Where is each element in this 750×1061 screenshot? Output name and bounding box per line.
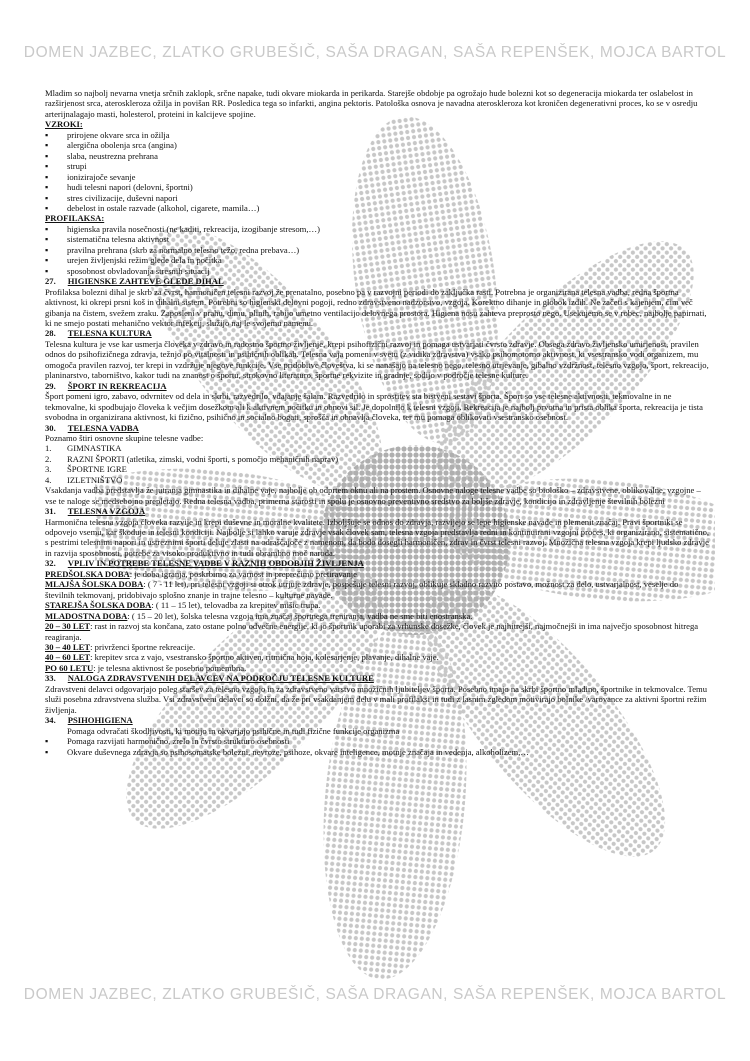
- period-line: [45, 579, 710, 600]
- list-item: ▪ pravilna prehrana (skrb za normalno telesno težo, redna prebava…): [45, 245, 710, 255]
- document-body: [45, 88, 710, 757]
- item-text: RAZNI ŠPORTI (atletika, zimski, vodni športi, s pomočjo mehaničnih naprav): [67, 453, 339, 464]
- section-number: 29.: [45, 380, 56, 391]
- period-label: PREDŠOLSKA DOBA: [45, 568, 130, 579]
- period-text: : ( 7 - 11 let), pri telesni vzgoji si otrok utrjuje zdravje, pospešuje telesni razvoj, oblikuje skladno razvito postavo, možnost za delo, ustvarjalnost, veselje do številnih tekmovanj, pridobivajo splošno znanje in trajne telesno – kulturne navade.: [45, 579, 679, 600]
- list-item: ▪ hudi telesni napori (delovni, športni): [45, 182, 710, 192]
- vadba-groups-list: [45, 443, 710, 485]
- item-number: 3.: [45, 464, 52, 475]
- item-text: IZLETNIŠTVO: [67, 474, 123, 485]
- section-number: 31.: [45, 506, 56, 517]
- list-item: [45, 475, 710, 485]
- list-item: ▪ Okvare duševnega zdravja so psihosomatske bolezni, nevroze, psihoze, okvare inteligence, motnje značaja in vedenja, alkoholizem,…: [45, 747, 710, 757]
- section-number: 30.: [45, 422, 56, 433]
- period-line: [45, 642, 710, 652]
- section-34-lead: Pomaga odvračati škodljivosti, ki motijo in okvarjajo psihične in tudi fizične funkcije organizma: [67, 725, 400, 736]
- period-label: MLAJŠA ŠOLSKA DOBA: [45, 579, 144, 590]
- item-text: ŠPORTNE IGRE: [67, 464, 127, 475]
- list-item: ▪ urejen življenjski režim glede dela in počitka: [45, 255, 710, 265]
- period-line: [45, 663, 710, 673]
- item-text: GIMNASTIKA: [67, 443, 122, 454]
- section-27-text: Profilaksa bolezni dihal je skrb za čvrst, harmoničen telesni razvoj že prenatalno, posebno pa v razvojni periodi do zaključka rasti. Potrebna je organizirana telesna vadba, redna športna aktivnost, ki okrepi prsni koš in dihalni sistem. Potrebni so higienski delovni pogoji, redno zdravstveno nadzorstvo, vzgoja. Korektno dihanje in globok izdih. Ne začeti s kajenjem, čim več gibanja na čistem, svežem zraku. Zaposleni v prahu, dimu, plinih, rabijo umetno ventilacijo delovnega prostora. Higiena nosu zahteva preprosto nego. Usekujemo se v robec, najbolje papirnati, ki ne smejo postati mehanično vektor infekcij, služijo naj le svojemu namenu.: [45, 286, 707, 328]
- list-item: ▪ higienska pravila nosečnosti (ne kaditi, rekreacija, izogibanje stresom,…): [45, 224, 710, 234]
- section-30-text: Vsakdanja vadba predstavlja že jutranja gimnastika in dihalne vaje, najbolje ob odprtem oknu ali na prostem. Osnovne naloge telesne vadbe so biološko – zdravstvene, oblikovalne, vzgojne – vse te naloge se medsebojno prepletajo. Redna telesna vadba, primerna starosti in spolu je osnovno preventivno sredstvo za boljše zdravje, kondicijo in zdravljenje številnih bolezni: [45, 485, 701, 506]
- profilaksa-heading: PROFILAKSA:: [45, 213, 105, 224]
- section-heading: NALOGA ZDRAVSTVENIH DELAVCEV NA PODROČJU TELESNE KULTURE: [67, 673, 374, 684]
- period-text: : rast in razvoj sta končana, zato ostane polno odvečne energije, ki jo športnik uporabi za vrhunske dosežke, človek je najhitrejši, najmočnejši in ima največjo sposobnost hitrega reagiranja.: [45, 621, 699, 642]
- intro-paragraph: Mladim so najbolj nevarna vnetja srčnih zaklopk, srčne napake, tudi okvare miokarda in perikarda. Starejše obdobje pa ogrožajo hude bolezni kot so degeneracija miokarda ter oslabelost in razširjenost srca, ateroskleroza ožilja in povišan RR. Posledica tega so infarkti, angina pektoris. Patološka osnova je navadna ateroskleroza kot kroničen degenerativni proces, ko se v osredju arterijnalagajo masti, holesterol, proteini in kalcijeve spojine.: [45, 88, 698, 119]
- running-footer: DOMEN JAZBEC, ZLATKO GRUBEŠIČ, SAŠA DRAGAN, SAŠA REPENŠEK, MOJCA BARTOL: [23, 986, 727, 1003]
- item-number: 1.: [45, 443, 52, 454]
- section-30-lead: Poznamo štiri osnovne skupine telesne vadbe:: [45, 432, 204, 443]
- section-34-title: [45, 715, 710, 725]
- period-line: [45, 600, 710, 610]
- period-text: : ( 11 – 15 let), telovadba za krepitev mišic trupa.: [151, 600, 321, 611]
- period-text: : krepitev srca z vajo, vsestransko športno aktiven, ritmična hoja, kolesarjenje, plavanje, dihalne vaje.: [90, 652, 439, 663]
- list-item: ▪ ionizirajoče sevanje: [45, 172, 710, 182]
- section-28-title: [45, 328, 710, 338]
- section-33-text: Zdravstveni delavci odgovarjajo poleg staršev za telesno vzgojo in za zdravstveno varstvo množičnih ljubiteljev športa. Posebno imajo na skrbi športno mladino, športnike in tekmovalce. Temu služi posebna zdravstvena služba. Vsi zdravstveni delavci so dolžni, da že pri vsakdanjem delu v mali profilaksi in tudi z lasnim zgledom motivirajo bolnike /varovance za aktivni športni režim življenja.: [45, 683, 707, 715]
- section-number: 28.: [45, 328, 56, 339]
- section-27-title: [45, 276, 710, 286]
- period-text: : je doba igranja, poskrbimo za varnost in preprečimo pretiravanje: [129, 568, 357, 579]
- list-item: ▪ prirojene okvare srca in ožilja: [45, 130, 710, 140]
- period-text: : je telesna aktivnost še posebno pomembna.: [93, 662, 247, 673]
- section-31-text: Harmonična telesna vzgoja človeka razvije in krepi duševne in moralne kvalitete. Izboljšuje se odnos do zdravja, razvijejo se lepe higienske navade in plemenit značaj. Pravi športniki se odpovejo vsemu, kar škoduje in telesni kondiciji. Najbolje si lahko varuje zdravje vsak človek sam, telesna vzgoja predstavlja redni in kontinuirani vzgojni proces, ki organizirano, sistematično, s pestrimi telesnimi napori in ustreznimi športi deluje zlasti na odraščajoče z namenom, da bodo dosegli harmoničen, zdrav in čvrst telesni razvoj. Množična telesna vzgoja krepi ljudsko zdravje in razvija sposobnosti, potrebe za visoko produktivno in tudi obrambno moč naroda.: [45, 516, 710, 558]
- section-number: 34.: [45, 715, 56, 726]
- section-33-title: [45, 673, 710, 683]
- section-heading: TELESNA VZGOJA: [67, 506, 146, 517]
- section-number: 27.: [45, 276, 56, 287]
- section-28-text: Telesna kultura je vse kar usmerja človeka v zdravo in radostno športno življenje, krepi psihofizični razvoj in pomaga ustvarjati čvrsto zdravje. Obsega zdravo življensko umirjenost, pravilen odnos do psihofizičnega zdravja, težnjo po vitalnosti in psihičnih oblikah. Telesna vaja pomeni v svetu (z vidika zdravstva) vsako psihomotorno aktivnost, ki vsestransko vodi organizem, mu omogoča pravilen razvoj, ter krepi in vzdržuje njegove funkcije. Vse pridobitve človeštva, ki se nanašajo na telesno nego, telesno utrjevanje, gibalno vzdržnost, telesno vzgojo, šport, rekreacijo, planinarstvo, taborništvo, kakor tudi na znanost o športu, strokovno literaturo, športne rekvizite in gradnje, sodijo v področje telesne kulture.: [45, 338, 709, 381]
- section-29-title: [45, 381, 710, 391]
- period-text: : privrženci športne rekreacije.: [90, 642, 196, 653]
- section-heading: ŠPORT IN REKREACIJA: [67, 380, 167, 391]
- profilaksa-list: [45, 224, 710, 276]
- running-header: DOMEN JAZBEC, ZLATKO GRUBEŠIČ, SAŠA DRAGAN, SAŠA REPENŠEK, MOJCA BARTOL: [23, 44, 727, 61]
- list-item: ▪ debelost in ostale razvade (alkohol, cigarete, mamila…): [45, 203, 710, 213]
- list-item: ▪ Pomaga razvijati harmonično, zrelo in čvrsto strukturo osebnosti: [45, 736, 710, 746]
- list-item: [45, 443, 710, 453]
- period-line: [45, 611, 710, 621]
- section-heading: HIGIENSKE ZAHTEVE GLEDE DIHAL: [67, 276, 224, 287]
- period-label: 20 – 30 LET: [45, 621, 91, 632]
- item-number: 2.: [45, 453, 52, 464]
- vzroki-heading: VZROKI:: [45, 119, 83, 130]
- section-30-title: [45, 423, 710, 433]
- period-label: 40 – 60 LET: [45, 652, 91, 663]
- period-line: [45, 652, 710, 662]
- section-heading: PSIHOHIGIENA: [67, 715, 133, 726]
- list-item: [45, 464, 710, 474]
- list-item: ▪ sistematična telesna aktivnost: [45, 234, 710, 244]
- list-item: ▪ slaba, neustrezna prehrana: [45, 151, 710, 161]
- section-29-text: Šport pomeni igro, zabavo, odvrnitev od dela in skrbi, razvedrilo, vdajanje šalam. Razvedrilo in sprostitev sta bistveni sestavi športa. Šport so vse telesne aktivnosti, tekmovalne in ne tekmovalne, ki spodbujajo človeka k večjim dosežkom ali k aktivnem počitku in obnovi sil. Je dopolnilo k telesni vzgoji. Rekreacija je najbolj prvotna in prista oblika športa, rekreacija je tista svobodna in organizirana aktivnost, ki fizično, psihično in socialno bogati, sprošča in obnavlja človeka, ter mu pomaga oblikovati vsestransko osebnost.: [45, 391, 703, 423]
- section-31-title: [45, 506, 710, 516]
- section-heading: TELESNA KULTURA: [67, 328, 152, 339]
- list-item: ▪ sposobnost obvladovanja stresnih situacij: [45, 266, 710, 276]
- section-heading: VPLIV IN POTREBE TELESNE VADBE V RAZNIH OBDOBJIH ŽIVLJENJA: [67, 558, 364, 569]
- section-number: 32.: [45, 558, 56, 569]
- period-label: PO 60 LETU: [45, 662, 94, 673]
- section-number: 33.: [45, 673, 56, 684]
- psihohigiena-list: [45, 736, 710, 757]
- list-item: ▪ stres civilizacije, duševni napori: [45, 193, 710, 203]
- period-text: : ( 15 – 20 let), šolska telesna vzgoja ima značaj športnega treniranja, vadba ne sme biti enostranska.: [127, 610, 473, 621]
- period-label: MLADOSTNA DOBA: [45, 610, 128, 621]
- period-label: 30 – 40 LET: [45, 642, 91, 653]
- period-line: [45, 569, 710, 579]
- list-item: ▪ strupi: [45, 161, 710, 171]
- period-line: [45, 621, 710, 642]
- section-32-title: [45, 558, 710, 568]
- list-item: ▪ alergična obolenja srca (angina): [45, 140, 710, 150]
- list-item: [45, 454, 710, 464]
- item-number: 4.: [45, 474, 52, 485]
- period-label: STAREJŠA ŠOLSKA DOBA: [45, 600, 152, 611]
- vzroki-list: [45, 130, 710, 214]
- section-heading: TELESNA VADBA: [67, 422, 139, 433]
